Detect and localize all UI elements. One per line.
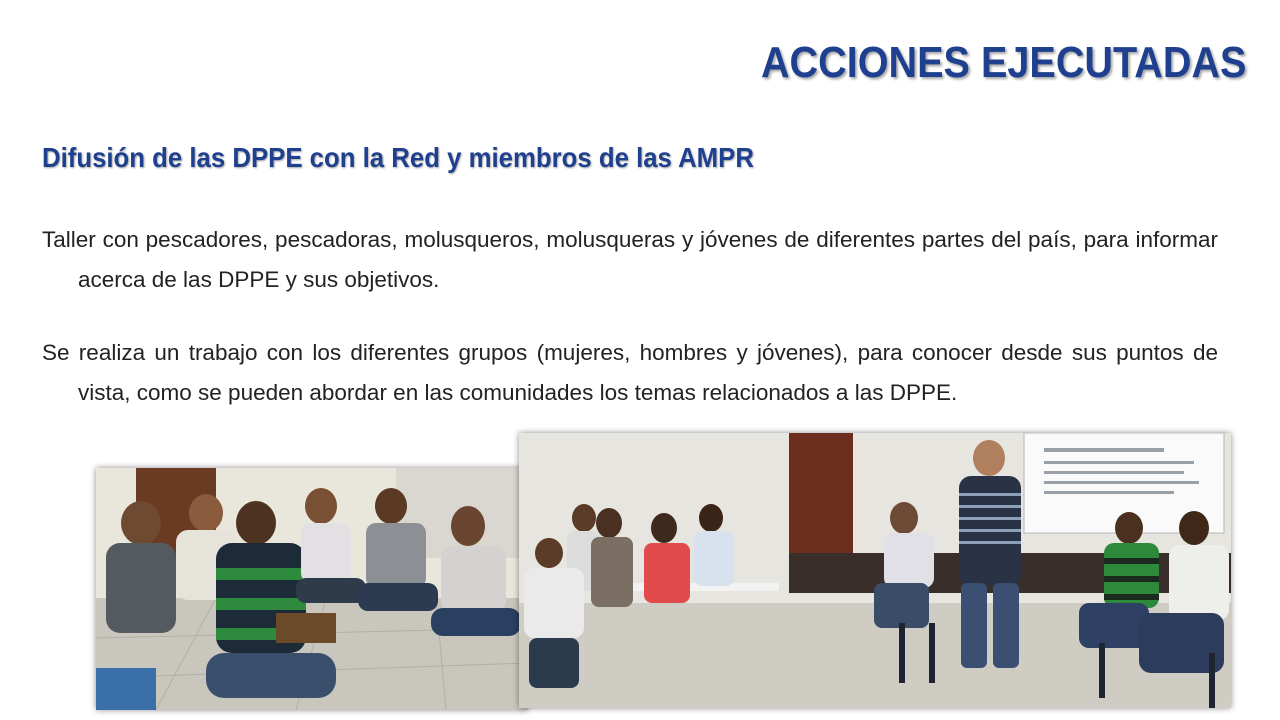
photo-floor-group-image xyxy=(96,468,528,710)
photo-floor-group xyxy=(96,468,528,710)
slide-title: ACCIONES EJECUTADAS xyxy=(760,38,1246,87)
paragraph-group-work: Se realiza un trabajo con los diferentes grupos (mujeres, hombres y jóvenes), para conocer desde sus puntos de vista, como se pueden abordar en las comunidades los temas relacionados a las DPPE. xyxy=(42,340,1218,405)
photo-workshop-room-image xyxy=(519,433,1231,708)
paragraph-workshop: Taller con pescadores, pescadoras, molusqueros, molusqueras y jóvenes de diferentes partes del país, para informar acerca de las DPPE y sus objetivos. xyxy=(42,227,1218,292)
slide-subtitle: Difusión de las DPPE con la Red y miembros de las AMPR xyxy=(42,142,754,173)
photo-workshop-room xyxy=(519,433,1231,708)
